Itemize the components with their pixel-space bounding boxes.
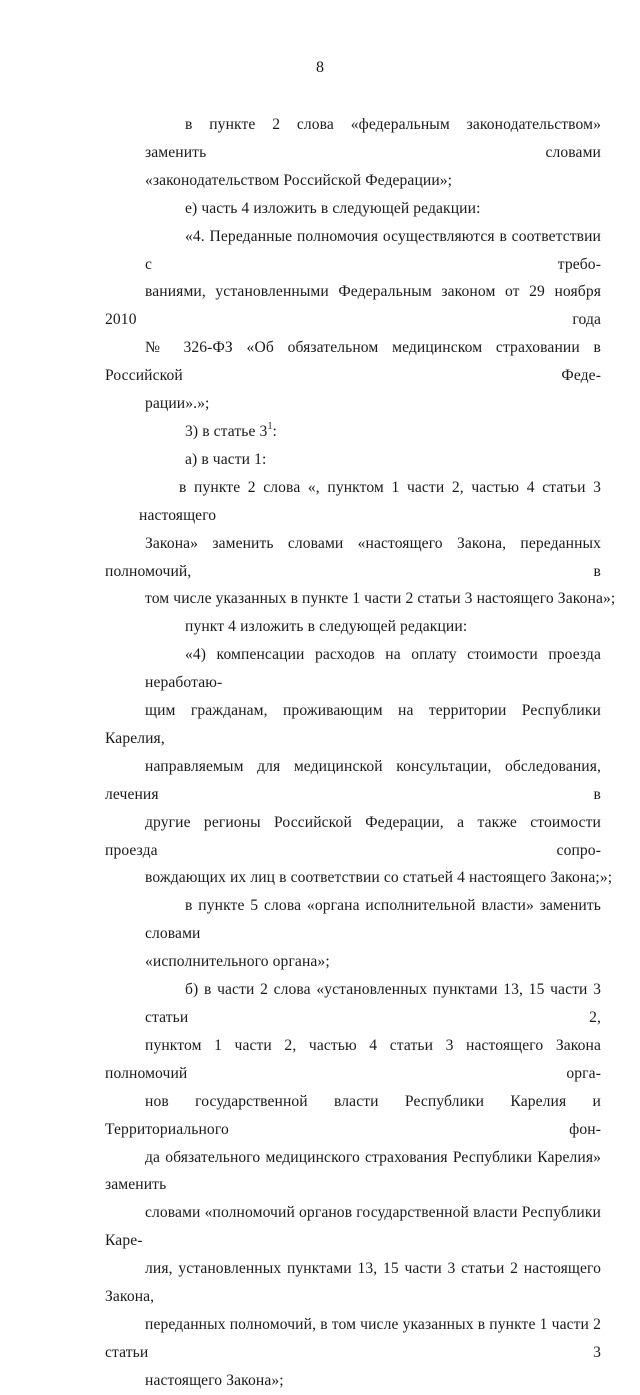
text-line [105, 809, 601, 865]
page-number: 8 [316, 59, 324, 76]
text-line [105, 418, 601, 446]
text-line [105, 334, 601, 390]
text-line [105, 167, 601, 195]
line-text: в пункте 2 слова «, пунктом 1 части 2, частью 4 статьи 3 настоящего [139, 478, 601, 524]
line-text: «исполнительного органа»; [145, 953, 330, 971]
text-line [105, 976, 601, 1032]
paragraph [105, 613, 601, 641]
line-text: другие регионы Российской Федерации, а также стоимости проезда сопро- [105, 813, 601, 859]
line-text: в пункте 5 слова «органа исполнительной власти» заменить словами [145, 897, 601, 943]
text-line [105, 1255, 601, 1311]
paragraph [105, 418, 601, 446]
line-text: настоящего Закона»; [145, 1371, 284, 1389]
line-text: а) в части 1: [185, 450, 267, 468]
text-line [105, 1367, 601, 1395]
line-text: нов государственной власти Республики Карелия и Территориального фон- [105, 1092, 601, 1138]
text-line [105, 613, 601, 641]
text-line [105, 1199, 601, 1255]
paragraph [105, 195, 601, 223]
paragraph [105, 111, 601, 195]
line-text: пункт 4 изложить в следующей редакции: [185, 618, 468, 636]
text-line [105, 892, 601, 948]
line-text: да обязательного медицинского страхования Республики Карелия» заменить [105, 1148, 601, 1194]
text-line [105, 1144, 601, 1200]
text-line [105, 753, 601, 809]
text-line [105, 585, 616, 613]
text-line [105, 864, 613, 892]
text-line [105, 390, 601, 418]
text-line [105, 948, 601, 976]
line-text: рации».»; [145, 395, 210, 413]
line-text: № 326-ФЗ «Об обязательном медицинском страховании в Российской Феде- [105, 339, 601, 385]
line-text: «4) компенсации расходов на оплату стоимости проезда неработаю- [145, 646, 601, 692]
text-line [105, 278, 601, 334]
line-text: «законодательством Российской Федерации»; [145, 171, 453, 189]
text-line [105, 697, 601, 753]
line-text: 3) в статье 3 [185, 422, 268, 440]
superscript: 1 [267, 420, 273, 432]
line-text: том числе указанных в пункте 1 части 2 статьи 3 настоящего Закона»; [145, 590, 616, 608]
paragraph [105, 223, 601, 418]
text-line [105, 223, 601, 279]
text-line [105, 1088, 601, 1144]
line-text: переданных полномочий, в том числе указанных в пункте 1 части 2 статьи 3 [105, 1315, 601, 1361]
line-text: б) в части 2 слова «установленных пунктами 13, 15 части 3 статьи 2, [145, 981, 601, 1026]
text-line [105, 446, 601, 474]
line-text: е) часть 4 изложить в следующей редакции: [185, 199, 481, 217]
text-line [105, 1311, 601, 1367]
line-text: пунктом 1 части 2, частью 4 статьи 3 настоящего Закона полномочий орга- [105, 1036, 601, 1082]
paragraph [105, 976, 601, 1395]
paragraph [105, 446, 601, 474]
paragraph [105, 641, 613, 892]
paragraph [105, 474, 616, 614]
line-text: «4. Переданные полномочия осуществляются в соответствии с требо- [145, 227, 601, 273]
line-text: лия, установленных пунктами 13, 15 части 3 статьи 2 настоящего Закона, [105, 1260, 601, 1306]
text-line [105, 641, 601, 697]
document-body [105, 111, 616, 1395]
text-line [105, 530, 601, 586]
text-line [105, 1032, 601, 1088]
line-text: словами «полномочий органов государственной власти Республики Каре- [105, 1204, 601, 1250]
line-text: направляемым для медицинской консультации, обследования, лечения в [105, 757, 601, 803]
text-line [105, 474, 601, 530]
line-text: Закона» заменить словами «настоящего Закона, переданных полномочий, в [105, 534, 601, 580]
line-text: в пункте 2 слова «федеральным законодательством» заменить словами [145, 116, 601, 161]
line-text: вождающих их лиц в соответствии со статьей 4 настоящего Закона;»; [145, 869, 613, 887]
text-line [105, 195, 601, 223]
line-text: щим гражданам, проживающим на территории Республики Карелия, [105, 702, 601, 747]
line-text: ваниями, установленными Федеральным законом от 29 ноября 2010 года [105, 283, 601, 329]
line-tail: : [272, 422, 277, 440]
text-line [105, 111, 601, 167]
